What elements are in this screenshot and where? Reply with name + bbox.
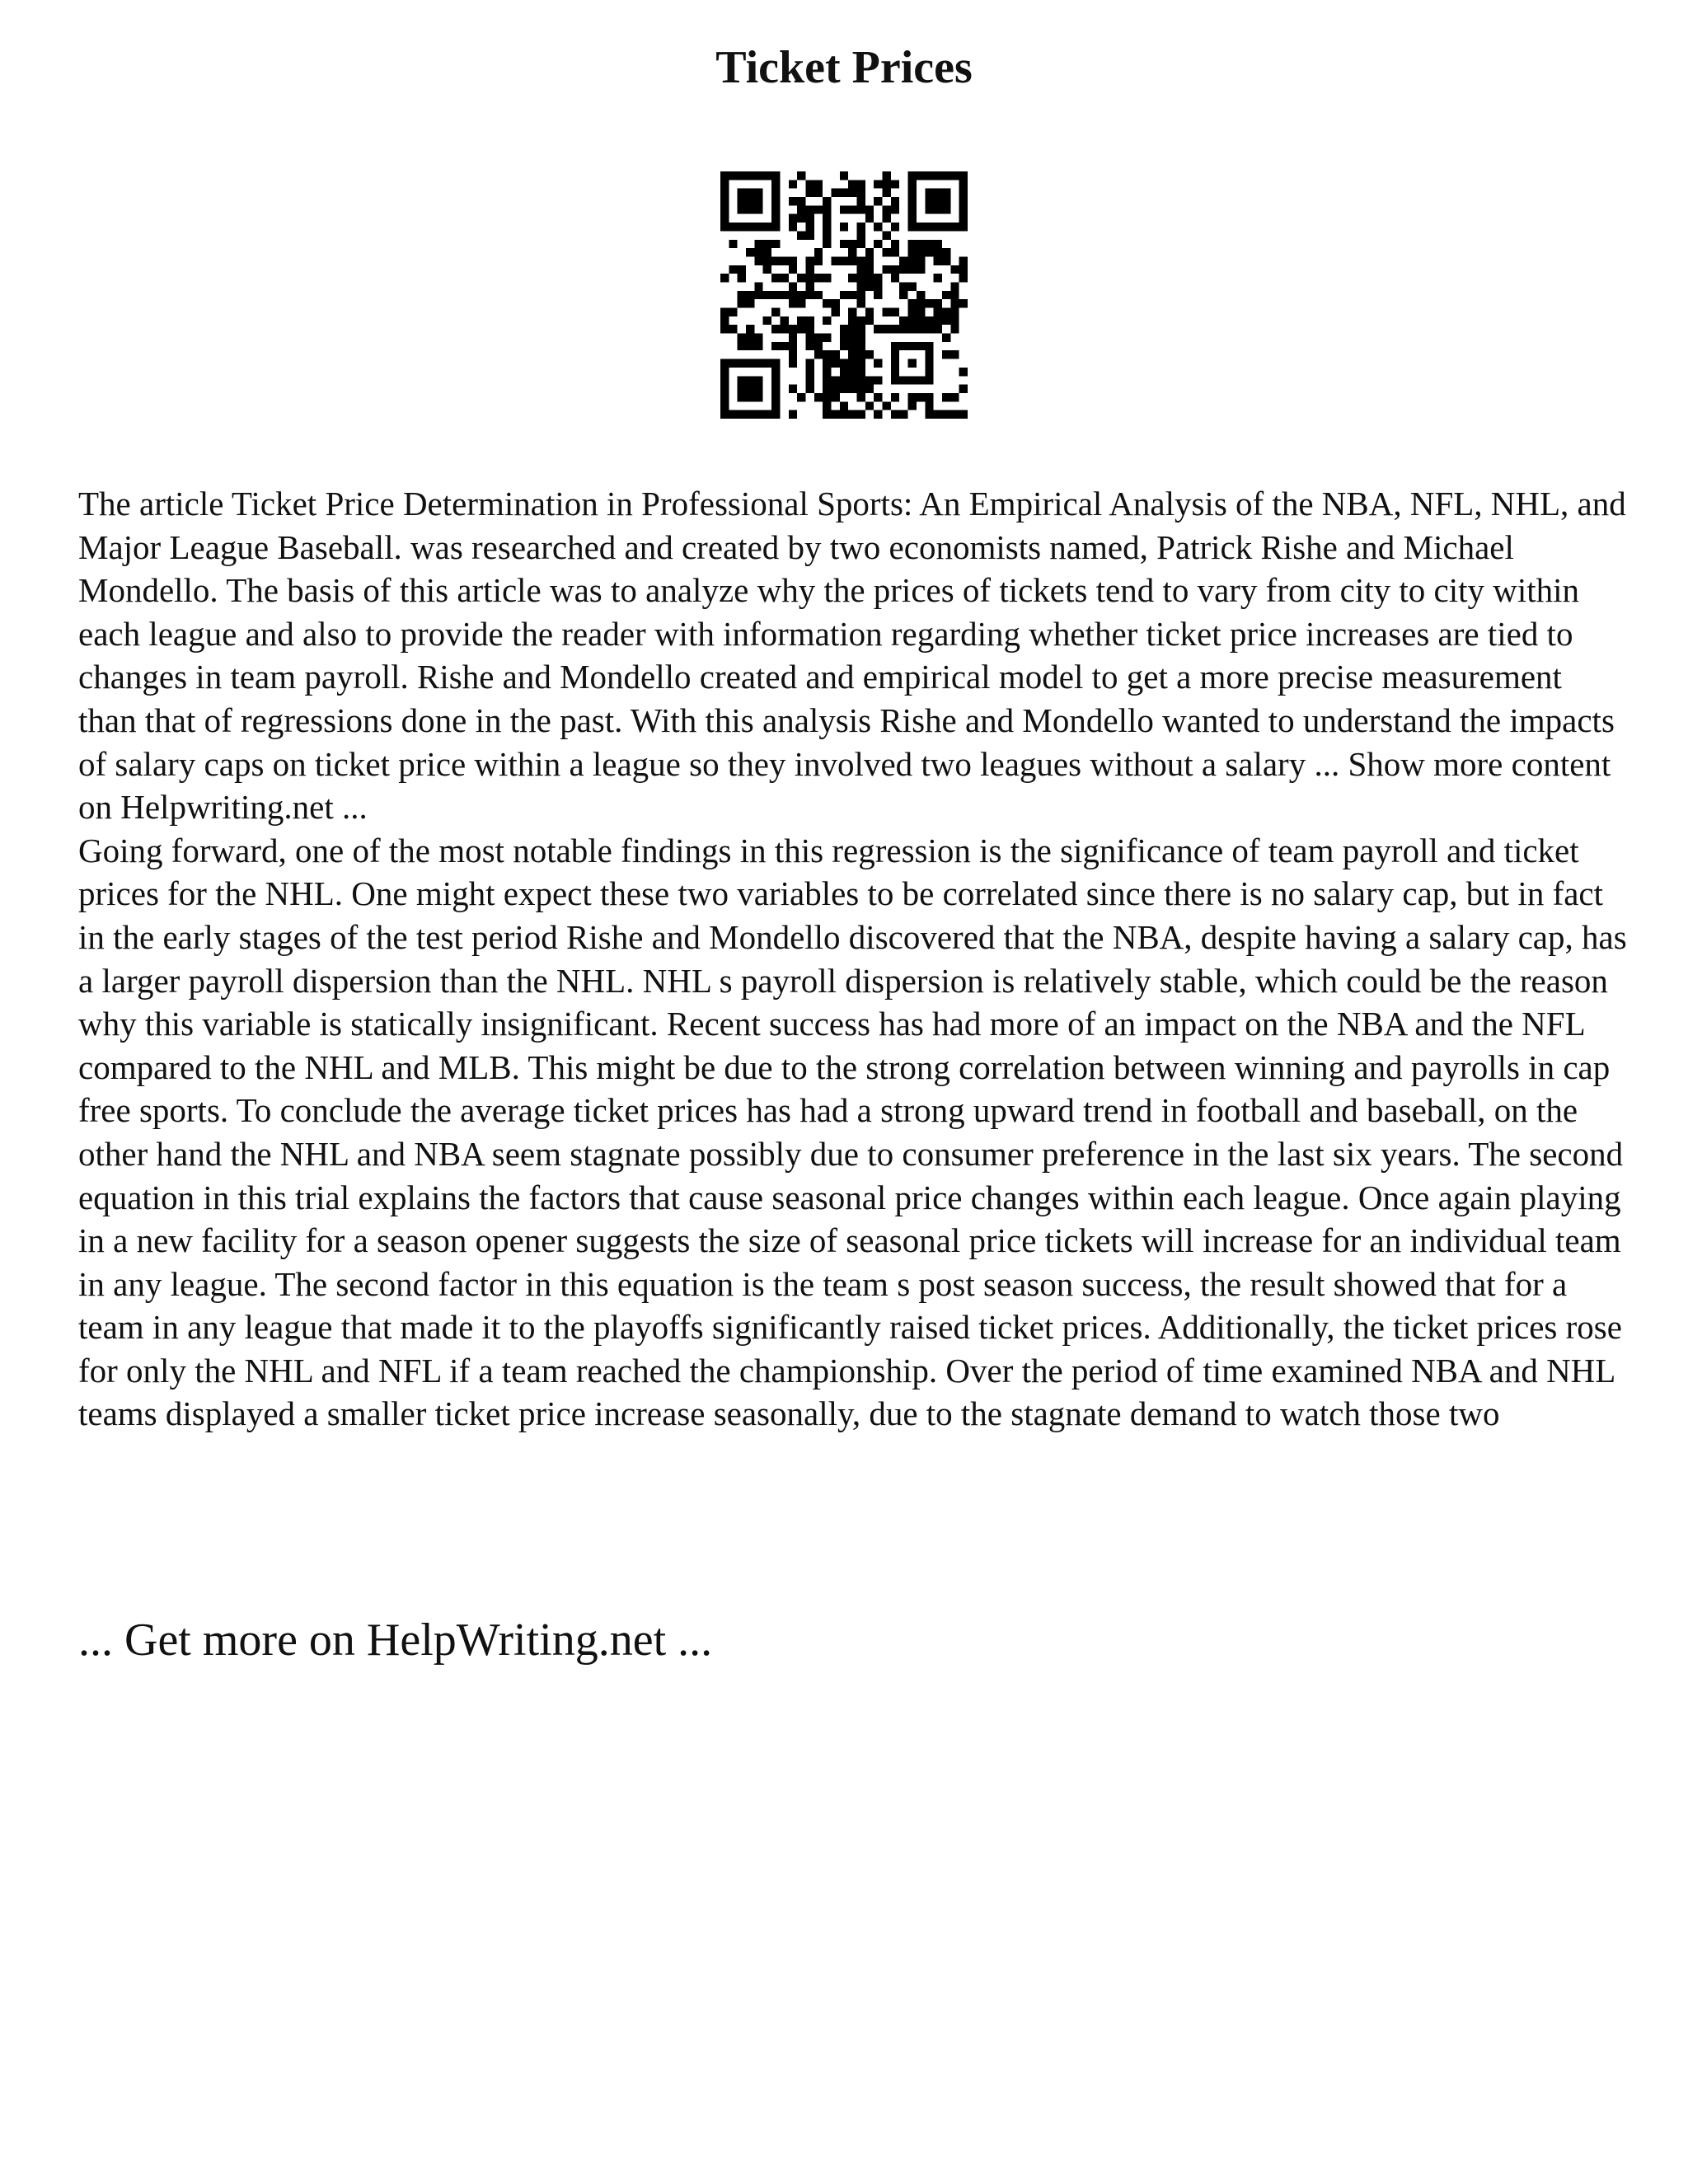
article-paragraph-2: Going forward, one of the most notable findings in this regression is the significance of team payroll and ticket prices for the NHL. One might expect these two variables to be correlated since there is no salary cap, but in fact in the early stages of the test period Rishe and Mondello discovered that the NBA, despite having a salary cap, has a larger payroll dispersion than the NHL. NHL s payroll dispersion is relatively stable, which could be the reason why this variable is statically insignificant. Recent success has had more of an impact on the NBA and the NFL compared to the NHL and MLB. This might be due to the strong correlation between winning and payrolls in cap free sports. To conclude the average ticket prices has had a strong upward trend in football and baseball, on the other hand the NHL and NBA seem stagnate possibly due to consumer preference in the last six years. The second equation in this trial explains the factors that cause seasonal price changes within each league. Once again playing in a new facility for a season opener suggests the size of seasonal price tickets will increase for an individual team in any league. The second factor in this equation is the team s post season success, the result showed that for a team in any league that made it to the playoffs significantly raised ticket prices. Additionally, the ticket prices rose for only the NHL and NFL if a team reached the championship. Over the period of time examined NBA and NHL teams displayed a smaller ticket price increase seasonally, due to the stagnate demand to watch those two — [78, 831, 1627, 1433]
page-title: Ticket Prices — [715, 42, 973, 93]
article-body — [78, 482, 1628, 1436]
qr-code-graphic — [720, 171, 968, 419]
article-paragraph-1: The article Ticket Price Determination in Professional Sports: An Empirical Analysis of the NBA, NFL, NHL, and Major League Baseball. was researched and created by two economists named, Patrick Rishe and Michael Mondello. The basis of this article was to analyze why the prices of tickets tend to vary from city to city within each league and also to provide the reader with information regarding whether ticket price increases are tied to changes in team payroll. Rishe and Mondello created and empirical model to get a more precise measurement than that of regressions done in the past. With this analysis Rishe and Mondello wanted to understand the impacts of salary caps on ticket price within a league so they involved two leagues without a salary ... Show more content on Helpwriting.net ... — [78, 485, 1626, 827]
qr-code-icon[interactable] — [720, 171, 968, 419]
get-more-link[interactable]: ... Get more on HelpWriting.net ... — [78, 1615, 713, 1666]
